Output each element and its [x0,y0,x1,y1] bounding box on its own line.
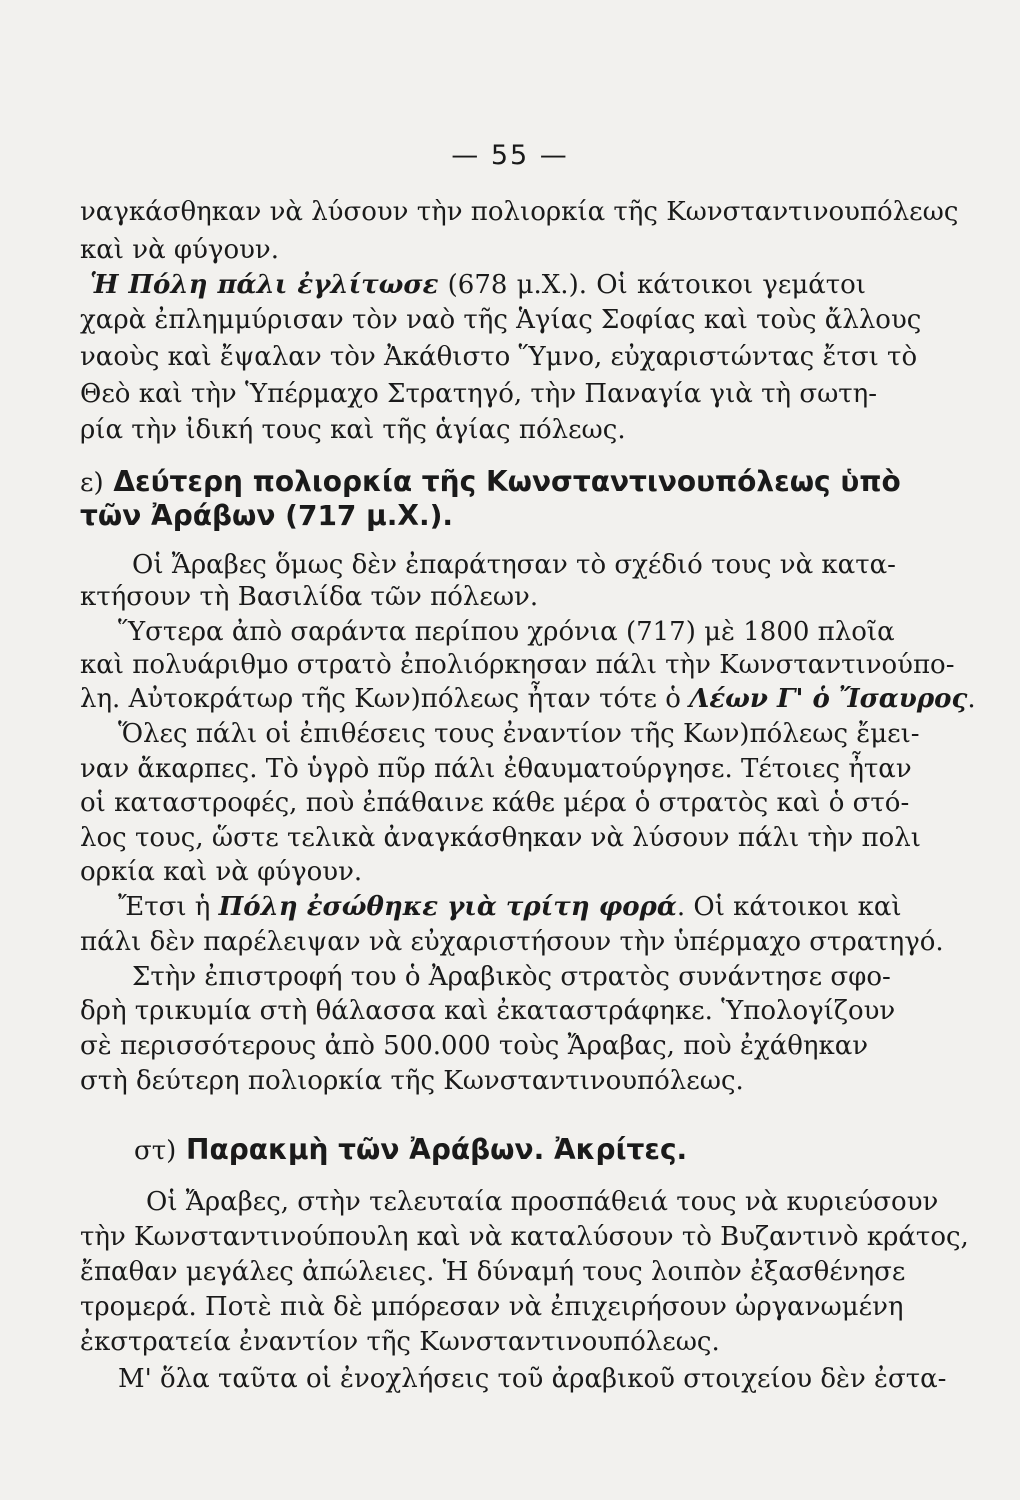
text-line: στὴ δεύτερη πολιορκία τῆς Κωνσταντινουπόλεως. [80,1066,744,1096]
text-line: Ὕστερα ἀπὸ σαράντα περίπου χρόνια (717) μὲ 1800 πλοῖα [118,617,895,647]
text-line: ἐκστρατεία ἐναντίον τῆς Κωνσταντινουπόλεως. [80,1327,720,1357]
text-line: ρία τὴν ἰδική τους καὶ τῆς ἁγίας πόλεως. [80,415,626,445]
text-line: Θεὸ καὶ τὴν Ὑπέρμαχο Στρατηγό, τὴν Παναγία γιὰ τὴ σωτη- [80,379,878,409]
text-fragment: λη. Αὐτοκράτωρ τῆς Κων)πόλεως ἦταν τότε ὁ [80,684,690,714]
text-line: τὴν Κωνσταντινούπουλη καὶ νὰ καταλύσουν τὸ Βυζαντινὸ κράτος, [80,1222,969,1252]
text-line: λος τους, ὥστε τελικὰ ἀναγκάσθηκαν νὰ λύσουν πάλι τὴν πολι [80,823,921,853]
text-line: τρομερά. Ποτὲ πιὰ δὲ μπόρεσαν νὰ ἐπιχειρήσουν ὠργανωμένη [80,1292,904,1322]
text-line: ναν ἄκαρπες. Τὸ ὑγρὸ πῦρ πάλι ἐθαυματούργησε. Τέτοιες ἦταν [80,754,912,784]
text-fragment: . Οἱ κάτοικοι καὶ [676,892,902,922]
text-line: Οἱ Ἄραβες ὅμως δὲν ἐπαράτησαν τὸ σχέδιό τους νὰ κατα- [132,550,896,580]
text-line: καὶ πολυάριθμο στρατὸ ἐπολιόρκησαν πάλι τὴν Κωνσταντινούπο- [80,650,955,680]
text-line: ορκία καὶ νὰ φύγουν. [80,857,363,887]
text-line [90,265,866,305]
text-line: οἱ καταστροφές, ποὺ ἐπάθαινε κάθε μέρα ὁ στρατὸς καὶ ὁ στό- [80,788,910,818]
section-heading [134,1130,866,1171]
emphasis-text: Ἡ Πόλη πάλι ἐγλίτωσε [90,270,439,300]
emphasis-text: Πόλη ἐσώθηκε γιὰ τρίτη φορά [218,892,677,922]
text-line: Ὅλες πάλι οἱ ἐπιθέσεις τους ἐναντίον τῆς Κων)πόλεως ἔμει- [118,719,920,749]
text-fragment: (678 μ.Χ.). Οἱ κάτοικοι γεμάτοι [438,270,866,300]
section-heading-cont: τῶν Ἀράβων (717 μ.Χ.). [80,499,454,532]
section-prefix: στ) [134,1136,177,1166]
text-fragment: Ἔτσι ἡ [118,892,219,922]
text-line: καὶ νὰ φύγουν. [80,235,279,265]
text-fragment: . [967,684,976,714]
text-line: κτήσουν τὴ Βασιλίδα τῶν πόλεων. [80,582,539,612]
emphasis-text: Λέων Γ' ὁ Ἴσαυρος [689,684,968,714]
text-line: δρὴ τρικυμία στὴ θάλασσα καὶ ἐκαταστράφηκε. Ὑπολογίζουν [80,996,896,1026]
text-line: Μ' ὅλα ταῦτα οἱ ἐνοχλήσεις τοῦ ἀραβικοῦ στοιχείου δὲν ἐστα- [118,1364,947,1394]
text-line: χαρὰ ἐπλημμύρισαν τὸν ναὸ τῆς Ἁγίας Σοφίας καὶ τοὺς ἄλλους [80,305,922,335]
text-line: Οἱ Ἄραβες, στὴν τελευταία προσπάθειά τους νὰ κυριεύσουν [146,1187,939,1217]
text-line: πάλι δὲν παρέλειψαν νὰ εὐχαριστήσουν τὴν ὑπέρμαχο στρατηγό. [80,927,944,957]
text-line: ἔπαθαν μεγάλες ἀπώλειες. Ἡ δύναμή τους λοιπὸν ἐξασθένησε [80,1257,906,1287]
text-line: σὲ περισσότερους ἀπὸ 500.000 τοὺς Ἄραβας, ποὺ ἐχάθηκαν [80,1031,869,1061]
page-number: — 55 — [451,140,569,171]
text-line: ναγκάσθηκαν νὰ λύσουν τὴν πολιορκία τῆς Κωνσταντινουπόλεως [80,197,959,227]
heading-text: Παρακμὴ τῶν Ἀράβων. Ἀκρίτες. [186,1133,688,1166]
heading-text: Δεύτερη πολιορκία τῆς Κωνσταντινουπόλεως ὑπὸ [113,465,901,498]
text-line: ναοὺς καὶ ἔψαλαν τὸν Ἀκάθιστο Ὕμνο, εὐχαριστώντας ἔτσι τὸ [80,342,918,372]
text-line [118,887,902,927]
text-line [80,679,976,719]
text-line: Στὴν ἐπιστροφή του ὁ Ἀραβικὸς στρατὸς συνάντησε σφο- [132,962,891,992]
section-prefix: ε) [80,468,104,498]
